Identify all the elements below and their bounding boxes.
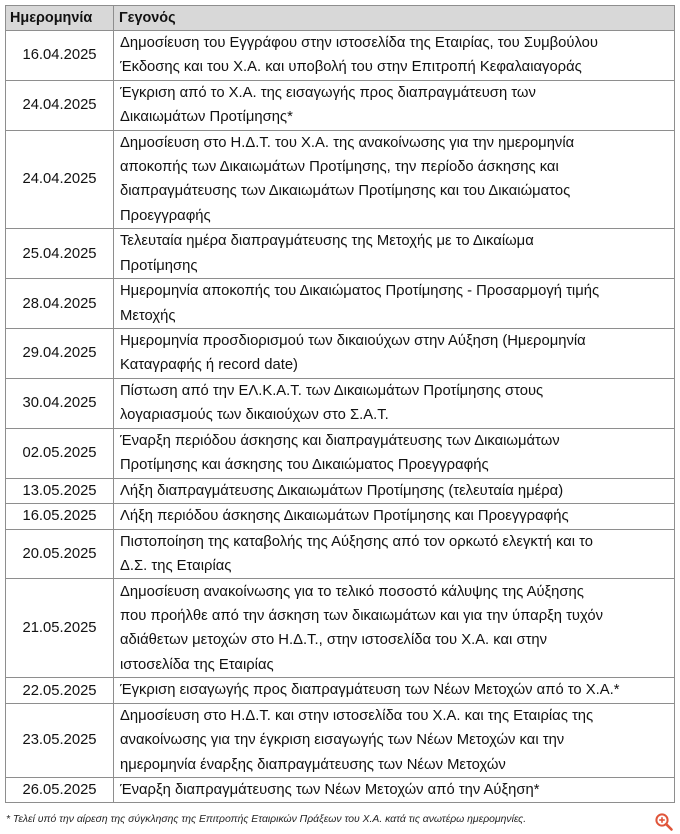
table-row: [6, 777, 675, 802]
row-event: [114, 428, 675, 478]
row-event: [114, 80, 675, 130]
event-line: Ημερομηνία αποκοπής του Δικαιώματος Προτίμησης - Προσαρμογή τιμής: [120, 283, 600, 300]
event-line: Πίστωση από την ΕΛ.Κ.Α.Τ. των Δικαιωμάτων Προτίμησης στους: [120, 382, 544, 399]
table-row: [6, 229, 675, 279]
table-row: [6, 478, 675, 503]
event-line: ιστοσελίδα της Εταιρίας: [120, 656, 274, 673]
event-line: διαπραγμάτευσης των Δικαιωμάτων Προτίμησης και του Δικαιώματος: [120, 183, 571, 200]
row-event: [114, 777, 675, 802]
zoom-in-icon[interactable]: [654, 812, 674, 832]
event-line: Δημοσίευση ανακοίνωσης για το τελικό ποσοστό κάλυψης της Αύξησης: [120, 583, 584, 600]
table-row: [6, 80, 675, 130]
event-line: Προτίμησης: [120, 257, 198, 274]
table-header-row: [6, 6, 675, 31]
event-line: Μετοχής: [120, 307, 176, 324]
row-date: 24.04.2025: [6, 130, 114, 229]
event-line: Έγκριση εισαγωγής προς διαπραγμάτευση των Νέων Μετοχών από το Χ.Α.*: [120, 682, 620, 699]
row-event: [114, 478, 675, 503]
row-date: 28.04.2025: [6, 279, 114, 329]
event-line: Δημοσίευση στο Η.Δ.Τ. και στην ιστοσελίδα του Χ.Α. και της Εταιρίας της: [120, 707, 594, 724]
row-date: 20.05.2025: [6, 529, 114, 579]
table-row: [6, 678, 675, 703]
row-event: [114, 329, 675, 379]
event-line: Δημοσίευση στο Η.Δ.Τ. του Χ.Α. της ανακοίνωσης για την ημερομηνία: [120, 134, 575, 151]
event-line: Δημοσίευση του Εγγράφου στην ιστοσελίδα της Εταιρίας, του Συμβούλου: [120, 35, 598, 51]
event-line: Έγκριση από το Χ.Α. της εισαγωγής προς διαπραγμάτευση των: [120, 84, 536, 101]
event-line: Καταγραφής ή record date): [120, 357, 298, 374]
row-date: 22.05.2025: [6, 678, 114, 703]
table-row: [6, 31, 675, 81]
table-row: [6, 504, 675, 529]
event-line: Ημερομηνία προσδιορισμού των δικαιούχων στην Αύξηση (Ημερομηνία: [120, 333, 586, 350]
event-line: Λήξη διαπραγμάτευσης Δικαιωμάτων Προτίμησης (τελευταία ημέρα): [120, 482, 564, 499]
table-row: [6, 329, 675, 379]
table-row: [6, 703, 675, 777]
row-date: 29.04.2025: [6, 329, 114, 379]
event-line: ημερομηνία έναρξης διαπραγμάτευσης των Νέων Μετοχών: [120, 756, 506, 773]
event-line: Προτίμησης και άσκησης του Δικαιώματος Προεγγραφής: [120, 457, 489, 474]
event-line: λογαριασμούς των δικαιούχων στο Σ.Α.Τ.: [120, 407, 389, 424]
row-date: 26.05.2025: [6, 777, 114, 802]
timeline-table: [5, 5, 675, 803]
row-date: 16.05.2025: [6, 504, 114, 529]
event-line: Λήξη περιόδου άσκησης Δικαιωμάτων Προτίμησης και Προεγγραφής: [120, 508, 569, 525]
event-line: αδιάθετων μετοχών στο Η.Δ.Τ., στην ιστοσελίδα του Χ.Α. και στην: [120, 632, 548, 649]
table-row: [6, 529, 675, 579]
row-event: [114, 378, 675, 428]
header-event: Γεγονός: [114, 6, 675, 31]
timeline-rows: [6, 31, 675, 803]
event-line: Έναρξη διαπραγμάτευσης των Νέων Μετοχών από την Αύξηση*: [120, 781, 540, 798]
table-row: [6, 279, 675, 329]
row-date: 16.04.2025: [6, 31, 114, 81]
event-line: Προεγγραφής: [120, 207, 211, 224]
row-date: 23.05.2025: [6, 703, 114, 777]
row-event: [114, 579, 675, 678]
event-line: Πιστοποίηση της καταβολής της Αύξησης από τον ορκωτό ελεγκτή και το: [120, 533, 593, 550]
table-row: [6, 579, 675, 678]
table-row: [6, 130, 675, 229]
event-line: που προήλθε από την άσκηση των δικαιωμάτων και για την ύπαρξη τυχόν: [120, 607, 604, 624]
event-line: Τελευταία ημέρα διαπραγμάτευσης της Μετοχής με το Δικαίωμα: [120, 233, 534, 250]
event-line: αποκοπής των Δικαιωμάτων Προτίμησης, την περίοδο άσκησης και: [120, 159, 559, 176]
row-date: 24.04.2025: [6, 80, 114, 130]
row-event: [114, 31, 675, 81]
row-date: 30.04.2025: [6, 378, 114, 428]
event-line: Δικαιωμάτων Προτίμησης*: [120, 109, 293, 126]
row-event: [114, 504, 675, 529]
table-row: [6, 378, 675, 428]
row-event: [114, 529, 675, 579]
table-row: [6, 428, 675, 478]
row-date: 13.05.2025: [6, 478, 114, 503]
row-event: [114, 130, 675, 229]
event-line: Έναρξη περιόδου άσκησης και διαπραγμάτευσης των Δικαιωμάτων: [120, 432, 560, 449]
event-line: ανακοίνωσης για την έγκριση εισαγωγής των Νέων Μετοχών και την: [120, 732, 565, 749]
footnote: * Τελεί υπό την αίρεση της σύγκλησης της Επιτροπής Εταιρικών Πράξεων του Χ.Α. κατά τις ανωτέρω ημερομηνίες.: [6, 814, 527, 825]
header-date: Ημερομηνία: [6, 6, 114, 31]
row-event: [114, 678, 675, 703]
row-event: [114, 279, 675, 329]
event-line: Έκδοσης και του Χ.Α. και υποβολή του στην Επιτροπή Κεφαλαιαγοράς: [120, 59, 582, 76]
timeline-document: [5, 5, 674, 803]
row-event: [114, 229, 675, 279]
row-date: 02.05.2025: [6, 428, 114, 478]
event-line: Δ.Σ. της Εταιρίας: [120, 557, 232, 574]
row-date: 25.04.2025: [6, 229, 114, 279]
row-event: [114, 703, 675, 777]
row-date: 21.05.2025: [6, 579, 114, 678]
